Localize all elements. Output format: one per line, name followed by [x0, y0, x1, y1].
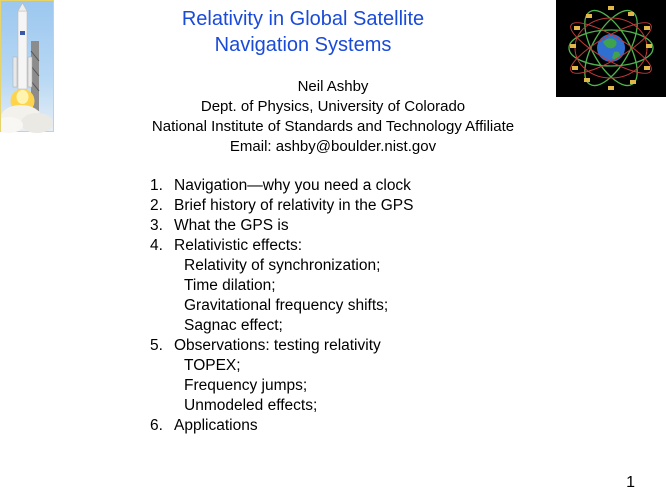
- outline-item-text: Navigation—why you need a clock: [174, 177, 411, 194]
- outline-item-text: Applications: [174, 417, 258, 434]
- affiliation-line: Dept. of Physics, University of Colorado: [200, 98, 466, 115]
- outline-subitem: Frequency jumps;: [184, 377, 308, 394]
- slide-title: [130, 6, 476, 58]
- outline-item-number: 1.: [150, 177, 163, 194]
- outline-item-text: What the GPS is: [174, 217, 289, 234]
- outline-item: [150, 236, 413, 256]
- outline-item-number: 5.: [150, 337, 163, 354]
- outline-item-number: 4.: [150, 237, 163, 254]
- outline-item: [150, 416, 413, 436]
- outline-item-text: Brief history of relativity in the GPS: [174, 197, 414, 214]
- outline-subitem: TOPEX;: [184, 357, 241, 374]
- outline-item: [150, 216, 413, 236]
- outline-item-number: 2.: [150, 197, 163, 214]
- outline-subitem: Time dilation;: [184, 277, 276, 294]
- outline-item: [150, 176, 413, 196]
- affiliation-line: National Institute of Standards and Technology Affiliate: [151, 118, 515, 135]
- outline-item-number: 3.: [150, 217, 163, 234]
- outline-subitem: Relativity of synchronization;: [184, 257, 381, 274]
- rocket-icon: [1, 1, 55, 133]
- email-line: Email: ashby@boulder.nist.gov: [229, 138, 437, 155]
- outline-subitem: Gravitational frequency shifts;: [184, 297, 389, 314]
- outline-item-text: Relativistic effects:: [174, 237, 303, 254]
- outline-list: [150, 176, 413, 436]
- outline-item-text: Observations: testing relativity: [174, 337, 381, 354]
- title-line-1: Relativity in Global Satellite: [181, 8, 425, 30]
- satellite-constellation-icon: [556, 0, 666, 97]
- gps-constellation-image: [556, 0, 666, 97]
- rocket-launch-image: [0, 0, 54, 132]
- outline-subitem: Sagnac effect;: [184, 317, 283, 334]
- author-block: [110, 77, 556, 157]
- outline-item: [150, 196, 413, 216]
- outline-subitem: Unmodeled effects;: [184, 397, 318, 414]
- page-number: 1: [626, 474, 635, 491]
- author-name: Neil Ashby: [297, 78, 369, 95]
- outline-item: [150, 336, 413, 356]
- title-line-2: Navigation Systems: [214, 34, 392, 56]
- outline-item-number: 6.: [150, 417, 163, 434]
